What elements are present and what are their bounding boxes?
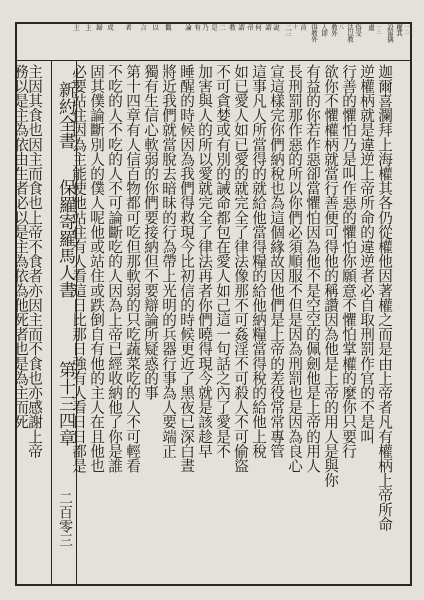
gloss-verse-number: 八	[338, 24, 344, 29]
gloss-note: 教外	[330, 24, 338, 36]
gloss-verse-number: 十	[292, 24, 298, 29]
gloss-note: 謂	[264, 24, 272, 30]
gloss-note: 歸	[95, 24, 103, 30]
gloss-note: 言	[139, 24, 147, 30]
text-column: 這事凡人所當得的就給他當得糧的給他納糧當得稅的給他上稅	[250, 64, 267, 459]
gloss-note: 帚	[246, 24, 254, 30]
gloss-note: 法以教	[346, 24, 354, 42]
gloss-note: 主	[84, 24, 92, 30]
text-column: 長刑罰那作惡的所以你們必須順服不但是因為刑罰也是因為良心	[286, 64, 303, 473]
text-column: 固其僕論斷別人的僕人呢他或站住或跌倒自有他的主人在且他也	[88, 64, 105, 473]
gloss-note: 觀	[164, 24, 172, 30]
gloss-note: 乃	[201, 24, 209, 30]
gloss-note: 得教外	[310, 24, 318, 42]
text-column: 必要站住因為主能使他站住有人看這日比那日強有人看日日都是	[70, 64, 87, 473]
gloss-note: 是	[210, 24, 218, 30]
gloss-note: 人即	[320, 24, 328, 36]
text-column: 欲你不懼權柄就當行善便可得他的稱讚因為他是上帝的用人是與你	[322, 64, 339, 488]
text-column: 將近我們就當脫去暗昧的行為帶上光明的兵器行事為人要端正	[160, 64, 177, 459]
gloss-verse-number: 一三	[375, 24, 381, 34]
text-column: 有益的你若作惡卻當懼怕因為他不是空空的佩劍他是上帝的用人	[304, 64, 321, 473]
gloss-note: 有	[193, 24, 201, 30]
gloss-note: 何	[254, 24, 262, 30]
gloss-note: 以	[151, 24, 159, 30]
gloss-note: 教	[228, 24, 236, 30]
gloss-note: 論	[184, 24, 192, 30]
text-column: 主因其食也因主而食也上帝不食者亦因主而不食也亦感謝上帝	[26, 64, 43, 459]
gloss-note: 俗受	[354, 24, 362, 36]
top-gloss-strip	[15, 22, 412, 61]
text-column: 如已愛人如已愛的就完全了律法像那不可姦淫不可殺人不可偷盜	[232, 64, 249, 473]
chapter-label: 第十三四章	[55, 361, 75, 446]
text-column: 獨有生信心軟弱的你們要接納但不要辯論所疑惑的事	[142, 64, 159, 400]
text-column: 加害與人的所以愛就完全了律法再者你們曉得現今就是該趁早	[196, 64, 213, 459]
gloss-note: 二三	[284, 24, 292, 36]
gloss-note: 者	[124, 24, 132, 30]
gloss-note: 盧	[367, 24, 375, 30]
book-subtitle: 保羅寄羅馬人書	[55, 179, 75, 298]
book-title: 新約全書	[55, 81, 75, 149]
gloss-note: 謂	[237, 24, 245, 30]
gloss-note: 設甯擒	[386, 24, 394, 42]
text-column: 睡醒的時候因為我們得救現今比初信的時候更近了黑夜已深白晝	[178, 64, 195, 473]
text-column: 務以是主為依由生者必以是主為依為他死者也是為主而死	[12, 64, 29, 429]
gloss-note: 首	[299, 24, 307, 30]
gloss-note: 主	[72, 24, 80, 30]
text-column: 不可貪婪或有別的誡命都包在愛人如己這一句話之內了愛是不	[214, 64, 231, 459]
text-column: 逆權柄就是違逆上帝所命的違逆者必自取刑罰作官的不是叫	[358, 64, 375, 444]
text-column: 迦爾喜瀾拜上海權其各仍從權他因著權之而是由上帝者凡有權柄上帝所命	[376, 64, 393, 532]
text-column: 第十四章有人信百物都可吃但那軟弱的只吃蔬菜吃的人不可輕看	[124, 64, 141, 473]
gloss-verse-number: 一二	[403, 24, 409, 34]
gloss-note: 權其	[395, 24, 403, 36]
text-column: 行善的懼怕乃是叫作惡的懼怕你願意不懼怕掌權的麼你只要行	[340, 64, 357, 459]
page-number: 二百零三	[57, 491, 73, 547]
text-column: 宣這樣完你們納稅也為這個緣故因他們是上帝的差役常常專管	[268, 64, 285, 459]
text-column: 不吃的人不吃的人不可論斷吃的人因為上帝已經收納他了你是誰	[106, 64, 123, 473]
gloss-note: 說	[272, 24, 280, 30]
gloss-note: 成	[106, 24, 114, 30]
gloss-note: 二	[218, 24, 226, 30]
